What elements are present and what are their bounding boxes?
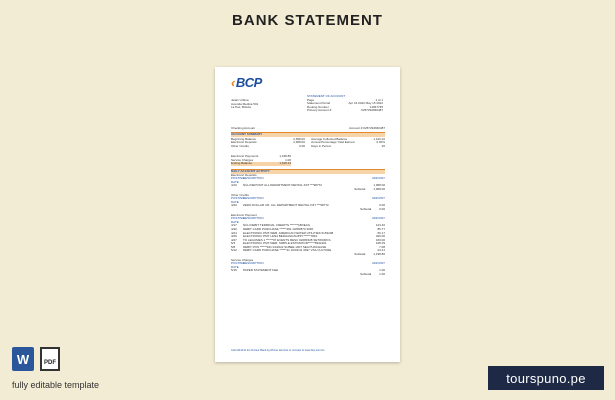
activity-section: Service Charges POSTING DATE DESCRIPTION AMOUNT 5/15 PAPER STATEMENT FEE 1.00 Subtotal 1.00	[231, 257, 385, 277]
table-row: 5/8 DEBIT POS ******941 04/2022 SUBEE 1007 SEA PURCHASE 7.08	[231, 244, 385, 249]
subtotal: Subtotal 0.00	[360, 206, 385, 211]
payment-row: Ending Balance 1,618.13	[231, 161, 291, 166]
column-header: POSTING DATE DESCRIPTION AMOUNT	[231, 176, 385, 184]
table-row: 5/12 DEBIT CARD PURCHASE ******41 10/03/41 3097 VSA CULTURE 23.41	[231, 248, 385, 253]
table-row: 4/10 NCH DEPOSIT ALL DEPARTMENT RENTAL INIT ***98772 1,968.00	[231, 183, 385, 188]
pdf-icon: PDF	[40, 347, 60, 371]
format-icons	[12, 347, 60, 371]
account-line: Checking Account Account # 0257294660487	[231, 126, 385, 130]
account-summary: ACCOUNT SUMMARY Beginning Balance 2,698.00 Electronic Deposits 2,968.00 Other Credits 0.00 Average Collected Balance 1,120.10 Annual Percentage Yield Earned 0.00% Days in Period 30	[231, 132, 385, 148]
page-title: BANK STATEMENT	[232, 12, 383, 29]
column-header: POSTING DATE DESCRIPTION AMOUNT	[231, 196, 385, 204]
summary-row: Annual Percentage Yield Earned 0.00%	[311, 140, 385, 145]
table-row: 4/20 ZERO DOLLAR CR. ALL DEPARTMENT RENTAL INIT ***98772 0.00	[231, 203, 385, 208]
statement-document	[215, 67, 400, 362]
summary-row: Beginning Balance 2,698.00	[231, 136, 305, 141]
table-row: 4/20 DEBIT CARD PURCHASE ******491 10/08/870 3030 85.77	[231, 226, 385, 231]
daily-account-activity: DAILY ACCOUNT ACTIVITY Electronic Deposits POSTING DATE DESCRIPTION AMOUNT 4/10 NCH DEPOSIT ALL DEPARTMENT RENTAL INIT ***98772 1,968.00 Subtotal 1,968.00 Other Credits POSTING DATE DESCRIPTION AMOUNT 4/20 ZERO DOLLAR CR. ALL DEPARTMENT RENTAL INIT ***98772 0.00 Subtotal 0.00 Electronic Payment POSTING DATE DESCRIPTION AMOUNT 4/17 NCH DEBIT TERMINAL CREDITS *******186/EAG 123.40 4/20 DEBIT CARD PURCHASE ******491 10/08/870 3030 85.77 4/24 ELECTRONIC PMT-WEB, AMERICAN WATER UTILITIES 5153208 66.17 4/26 ELECTRONIC PMT LENA BERHANGSUPPI ******7891 320.00 4/27 TO LEGUMES 1 ******97 EVENTS RESC 02081528 SETWORKS 160.00 5/3 ELECTRONIC PMT-WEB, SIMPLE ESTIMATOR******8942101 168.29 5/8 DEBIT POS ******941 04/2022 SUBEE 1007 SEA PURCHASE 7.08 5/12 DEBIT CARD PURCHASE ******41 10/03/41 3097 VSA CULTURE 23.41 Subtotal 1,198.86 Service Charges POSTING DATE DESCRIPTION AMOUNT 5/15 PAPER STATEMENT FEE 1.00 Subtotal 1.00	[231, 169, 385, 279]
summary-row: Electronic Deposits 2,968.00	[231, 140, 305, 145]
footer-note: Call 2114141 for 24-hour Bank-by-Phone services or connect to www.bcp.com.bo	[231, 349, 325, 352]
summary-row: Average Collected Balance 1,120.10	[311, 136, 385, 141]
word-icon: W	[12, 347, 34, 371]
bcp-logo: ‹BCP	[231, 75, 262, 90]
payment-row: Service Charges 1.00	[231, 157, 291, 162]
subtotal: Subtotal 1,198.86	[354, 252, 385, 257]
table-row: 4/27 TO LEGUMES 1 ******97 EVENTS RESC 02081528 SETWORKS 160.00	[231, 237, 385, 242]
template-caption: fully editable template	[12, 380, 100, 390]
column-header: POSTING DATE DESCRIPTION AMOUNT	[231, 261, 385, 269]
customer-address: Jelani Urbina Avenida Medina 501 La Paz, Bolivia	[231, 98, 259, 110]
payment-row: Electronic Payments 1,198.86	[231, 154, 291, 158]
activity-section: Other Credits POSTING DATE DESCRIPTION AMOUNT 4/20 ZERO DOLLAR CR. ALL DEPARTMENT RENTAL INIT ***98772 0.00 Subtotal 0.00	[231, 192, 385, 211]
table-row: 5/15 PAPER STATEMENT FEE 1.00	[231, 268, 385, 273]
chevron-logo-icon: ‹	[231, 75, 235, 90]
activity-section: Electronic Deposits POSTING DATE DESCRIPTION AMOUNT 4/10 NCH DEPOSIT ALL DEPARTMENT RENTAL INIT ***98772 1,968.00 Subtotal 1,968.00	[231, 172, 385, 191]
summary-row: Days in Period 30	[311, 143, 385, 148]
header-row: Statement Period Apr 16 2022 May 15 2022	[307, 101, 383, 106]
subtotal: Subtotal 1.00	[360, 272, 385, 277]
header-row: Page 1 of 1	[307, 97, 383, 102]
payments-summary	[231, 155, 291, 166]
activity-section: Electronic Payment POSTING DATE DESCRIPTION AMOUNT 4/17 NCH DEBIT TERMINAL CREDITS *******186/EAG 123.40 4/20 DEBIT CARD PURCHASE ******491 10/08/870 3030 85.77 4/24 ELECTRONIC PMT-WEB, AMERICAN WATER UTILITIES 5153208 66.17 4/26 ELECTRONIC PMT LENA BERHANGSUPPI ******7891 320.00 4/27 TO LEGUMES 1 ******97 EVENTS RESC 02081528 SETWORKS 160.00 5/3 ELECTRONIC PMT-WEB, SIMPLE ESTIMATOR******8942101 168.29 5/8 DEBIT POS ******941 04/2022 SUBEE 1007 SEA PURCHASE 7.08 5/12 DEBIT CARD PURCHASE ******41 10/03/41 3097 VSA CULTURE 23.41 Subtotal 1,198.86	[231, 212, 385, 257]
header-row: Primary Account # 0257294660487	[307, 108, 383, 113]
table-row: 4/26 ELECTRONIC PMT LENA BERHANGSUPPI ******7891 320.00	[231, 234, 385, 239]
summary-row: Other Credits 0.00	[231, 143, 305, 148]
brand-badge[interactable]: tourspuno.pe	[488, 366, 604, 390]
header-row: Routing Number 11967735	[307, 104, 383, 109]
table-row: 4/17 NCH DEBIT TERMINAL CREDITS *******186/EAG 123.40	[231, 223, 385, 228]
table-row: 4/24 ELECTRONIC PMT-WEB, AMERICAN WATER UTILITIES 5153208 66.17	[231, 230, 385, 235]
table-row: 5/3 ELECTRONIC PMT-WEB, SIMPLE ESTIMATOR******8942101 168.29	[231, 241, 385, 246]
column-header: POSTING DATE DESCRIPTION AMOUNT	[231, 216, 385, 224]
statement-header: STATEMENT OF ACCOUNT Page 1 of 1 Statement Period Apr 16 2022 May 15 2022 Routing Number 11967735 Primary Account # 0257294660487	[307, 94, 383, 113]
subtotal: Subtotal 1,968.00	[354, 186, 385, 191]
